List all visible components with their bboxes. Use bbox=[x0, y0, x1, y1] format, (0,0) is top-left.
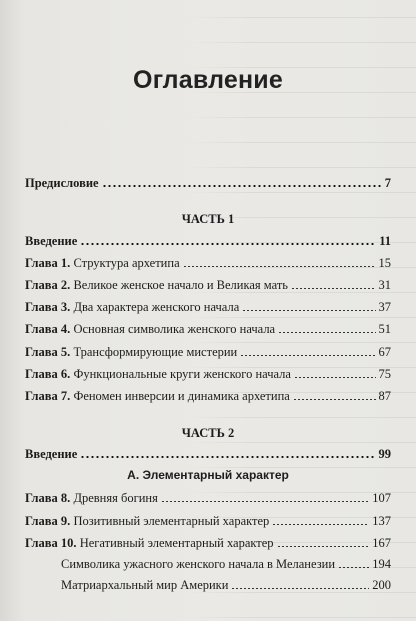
dot-leader bbox=[161, 501, 369, 502]
chapter-title: Два характера женского начала bbox=[73, 300, 240, 314]
toc-entry-chapter-8 bbox=[25, 490, 391, 506]
chapter-number: Глава 5. bbox=[25, 345, 71, 359]
chapter-title: Структура архетипа bbox=[73, 256, 180, 270]
dot-leader bbox=[294, 377, 376, 378]
toc-entry-label bbox=[25, 535, 274, 551]
toc-entry-chapter-9 bbox=[25, 513, 391, 529]
chapter-number: Глава 3. bbox=[25, 300, 71, 314]
toc-entry-page: 107 bbox=[372, 491, 391, 505]
part-heading-1: ЧАСТЬ 1 bbox=[181, 212, 235, 226]
toc-entry-intro-1 bbox=[25, 233, 391, 249]
toc-entry-preface bbox=[25, 175, 391, 191]
toc-entry-chapter-1 bbox=[25, 255, 391, 271]
chapter-number: Глава 2. bbox=[25, 278, 71, 292]
part-heading-2: ЧАСТЬ 2 bbox=[181, 426, 235, 440]
section-heading-a: А. Элементарный характер bbox=[127, 468, 289, 482]
dot-leader bbox=[231, 588, 369, 589]
chapter-title: Негативный элементарный характер bbox=[79, 536, 274, 550]
dot-leader bbox=[80, 243, 376, 245]
toc-entry-label bbox=[25, 321, 275, 337]
dot-leader bbox=[338, 567, 369, 568]
toc-entry-chapter-2 bbox=[25, 277, 391, 293]
toc-entry-label: Предисловие bbox=[25, 176, 99, 190]
toc-entry-label bbox=[25, 277, 288, 293]
toc-entry-label bbox=[25, 366, 291, 382]
toc-entry-page: 137 bbox=[372, 514, 391, 528]
toc-entry-label: Введение bbox=[25, 234, 78, 248]
chapter-number: Глава 7. bbox=[25, 389, 71, 403]
chapter-number: Глава 6. bbox=[25, 367, 71, 381]
dot-leader bbox=[293, 399, 376, 400]
dot-leader bbox=[240, 355, 375, 356]
toc-entry-page: 200 bbox=[372, 578, 391, 592]
chapter-number: Глава 1. bbox=[25, 256, 71, 270]
toc-entry-intro-2 bbox=[25, 446, 391, 462]
dot-leader bbox=[291, 288, 376, 289]
toc-entry-chapter-4 bbox=[25, 321, 391, 337]
toc-entry-page: 167 bbox=[372, 536, 391, 550]
chapter-title: Великое женское начало и Великая мать bbox=[73, 278, 288, 292]
page-title: Оглавление bbox=[133, 66, 283, 94]
toc-entry-label bbox=[25, 513, 269, 529]
toc-entry-page: 31 bbox=[378, 278, 391, 292]
toc-entry-page: 67 bbox=[378, 345, 391, 359]
chapter-title: Основная символика женского начала bbox=[73, 322, 276, 336]
chapter-title: Феномен инверсии и динамика архетипа bbox=[73, 389, 290, 403]
chapter-title: Позитивный элементарный характер bbox=[73, 514, 270, 528]
toc-entry-page: 37 bbox=[378, 300, 391, 314]
toc-subentry-1 bbox=[61, 556, 391, 572]
toc-entry-label bbox=[25, 344, 237, 360]
dot-leader bbox=[183, 266, 376, 267]
toc-entry-page: 99 bbox=[378, 447, 391, 461]
toc-entry-page: 7 bbox=[384, 176, 391, 190]
chapter-number: Глава 4. bbox=[25, 322, 71, 336]
toc-entry-page: 75 bbox=[378, 367, 391, 381]
toc-entry-chapter-10 bbox=[25, 535, 391, 551]
chapter-number: Глава 10. bbox=[25, 536, 77, 550]
toc-entry-page: 15 bbox=[378, 256, 391, 270]
dot-leader bbox=[242, 310, 375, 311]
toc-entry-page: 11 bbox=[379, 234, 391, 248]
toc-entry-page: 87 bbox=[378, 389, 391, 403]
dot-leader bbox=[272, 524, 369, 525]
toc-entry-label bbox=[25, 490, 158, 506]
toc-subentry-2 bbox=[61, 577, 391, 593]
toc-entry-chapter-3 bbox=[25, 299, 391, 315]
chapter-title: Трансформирующие мистерии bbox=[73, 345, 238, 359]
dot-leader bbox=[278, 332, 375, 333]
toc-entry-label bbox=[25, 388, 290, 404]
toc-entry-label: Матриархальный мир Америки bbox=[61, 578, 229, 592]
dot-leader bbox=[277, 546, 370, 547]
toc-entry-chapter-5 bbox=[25, 344, 391, 360]
toc-entry-page: 194 bbox=[372, 557, 391, 571]
chapter-title: Функциональные круги женского начала bbox=[73, 367, 291, 381]
toc-entry-page: 51 bbox=[378, 322, 391, 336]
toc-entry-chapter-7 bbox=[25, 388, 391, 404]
chapter-number: Глава 9. bbox=[25, 514, 71, 528]
dot-leader bbox=[80, 456, 375, 458]
toc-entry-label bbox=[25, 299, 239, 315]
toc-entry-label: Введение bbox=[25, 447, 78, 461]
toc-entry-label bbox=[25, 255, 180, 271]
chapter-title: Древняя богиня bbox=[73, 491, 158, 505]
toc-entry-label: Символика ужасного женского начала в Меланезии bbox=[61, 557, 336, 571]
toc-entry-chapter-6 bbox=[25, 366, 391, 382]
dot-leader bbox=[102, 185, 382, 187]
chapter-number: Глава 8. bbox=[25, 491, 71, 505]
